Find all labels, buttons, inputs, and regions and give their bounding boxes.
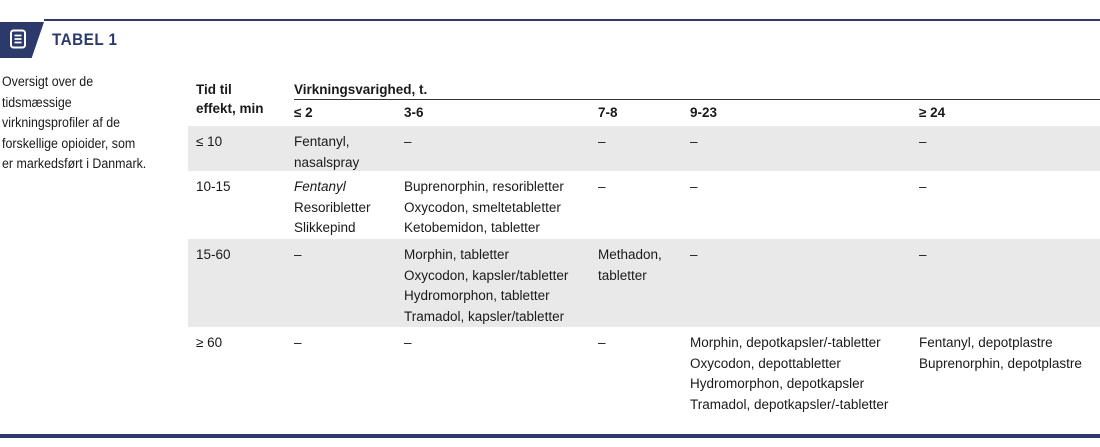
cell-line: – bbox=[598, 335, 606, 350]
table-cell bbox=[294, 245, 302, 266]
cell-line: Buprenorphin, resoribletter bbox=[404, 179, 564, 194]
cell-line: Fentanyl, bbox=[294, 134, 350, 149]
table-cell bbox=[598, 132, 606, 153]
cell-line: – bbox=[404, 335, 412, 350]
cell-line: Slikkepind bbox=[294, 220, 356, 235]
cell-line: – bbox=[690, 179, 698, 194]
onset-header bbox=[196, 80, 286, 118]
cell-line: Fentanyl, depotplastre bbox=[919, 335, 1053, 350]
table-cell bbox=[919, 245, 927, 266]
table-cell bbox=[404, 177, 564, 239]
table-cell bbox=[404, 333, 412, 354]
cell-line: Fentanyl bbox=[294, 179, 346, 194]
subcol-header: 9-23 bbox=[690, 105, 718, 120]
document-icon bbox=[8, 29, 28, 49]
table-row bbox=[188, 126, 1100, 171]
table-cell bbox=[919, 333, 1082, 374]
cell-line: Oxycodon, smeltetabletter bbox=[404, 199, 561, 215]
table-cell bbox=[294, 333, 302, 354]
header-divider bbox=[294, 99, 1100, 100]
subcol-header: ≤ 2 bbox=[294, 105, 313, 120]
table-body bbox=[188, 126, 1100, 415]
cell-line: Buprenorphin, depotplastre bbox=[919, 355, 1082, 371]
top-rule bbox=[44, 19, 1100, 21]
cell-line: – bbox=[404, 134, 412, 149]
table-cell bbox=[919, 132, 927, 153]
cell-line: – bbox=[598, 179, 606, 194]
cell-line: Hydromorphon, tabletter bbox=[404, 288, 550, 303]
table-cell bbox=[404, 245, 568, 327]
cell-line: – bbox=[919, 247, 927, 262]
table-cell bbox=[690, 333, 888, 415]
cell-line: Ketobemidon, tabletter bbox=[404, 220, 540, 235]
cell-line: nasalspray bbox=[294, 154, 360, 170]
cell-line: – bbox=[598, 134, 606, 149]
cell-line: Tramadol, kapsler/tabletter bbox=[404, 308, 565, 324]
table-cell bbox=[598, 333, 606, 354]
table-cell bbox=[404, 132, 412, 153]
table-badge bbox=[0, 22, 44, 58]
table-cell bbox=[598, 177, 606, 198]
bottom-rule bbox=[0, 434, 1100, 438]
table-cell bbox=[598, 245, 662, 286]
cell-line: Morphin, depotkapsler/-tabletter bbox=[690, 335, 881, 350]
onset-cell: 15-60 bbox=[196, 247, 231, 262]
onset-header-line: Tid til bbox=[196, 82, 232, 97]
table-cell bbox=[690, 132, 698, 153]
cell-line: – bbox=[294, 247, 302, 262]
table-cell bbox=[294, 177, 371, 239]
cell-line: Hydromorphon, depotkapsler bbox=[690, 376, 865, 391]
duration-header: Virkningsvarighed, t. bbox=[294, 82, 428, 97]
cell-line: tabletter bbox=[598, 267, 647, 283]
table-title: TABEL 1 bbox=[52, 30, 118, 49]
table-cell bbox=[690, 245, 698, 266]
onset-cell: 10-15 bbox=[196, 179, 231, 194]
subcol-header: 7-8 bbox=[598, 105, 618, 120]
table-row bbox=[188, 171, 1100, 239]
onset-cell: ≥ 60 bbox=[196, 335, 223, 350]
subcol-header: 3-6 bbox=[404, 105, 424, 120]
cell-line: – bbox=[690, 134, 698, 149]
onset-header-line: effekt, min bbox=[196, 101, 264, 116]
cell-line: Tramadol, depotkapsler/-tabletter bbox=[690, 396, 889, 412]
cell-line: Oxycodon, depottabletter bbox=[690, 355, 841, 371]
table-cell bbox=[690, 177, 698, 198]
table-cell bbox=[294, 132, 359, 173]
cell-line: – bbox=[690, 247, 698, 262]
onset-cell: ≤ 10 bbox=[196, 134, 223, 149]
cell-line: Methadon, bbox=[598, 247, 662, 262]
cell-line: – bbox=[919, 134, 927, 149]
table-cell bbox=[919, 177, 927, 198]
table-caption: Oversigt over de tidsmæssige virkningsprofiler af de forskellige opioider, som er markedsført i Danmark. bbox=[2, 74, 147, 171]
cell-line: – bbox=[294, 335, 302, 350]
table-row bbox=[188, 239, 1100, 327]
subcol-header: ≥ 24 bbox=[919, 105, 946, 120]
cell-line: Resoribletter bbox=[294, 199, 371, 215]
cell-line: Oxycodon, kapsler/tabletter bbox=[404, 267, 569, 283]
cell-line: Morphin, tabletter bbox=[404, 247, 510, 262]
cell-line: – bbox=[919, 179, 927, 194]
table-row bbox=[188, 327, 1100, 415]
